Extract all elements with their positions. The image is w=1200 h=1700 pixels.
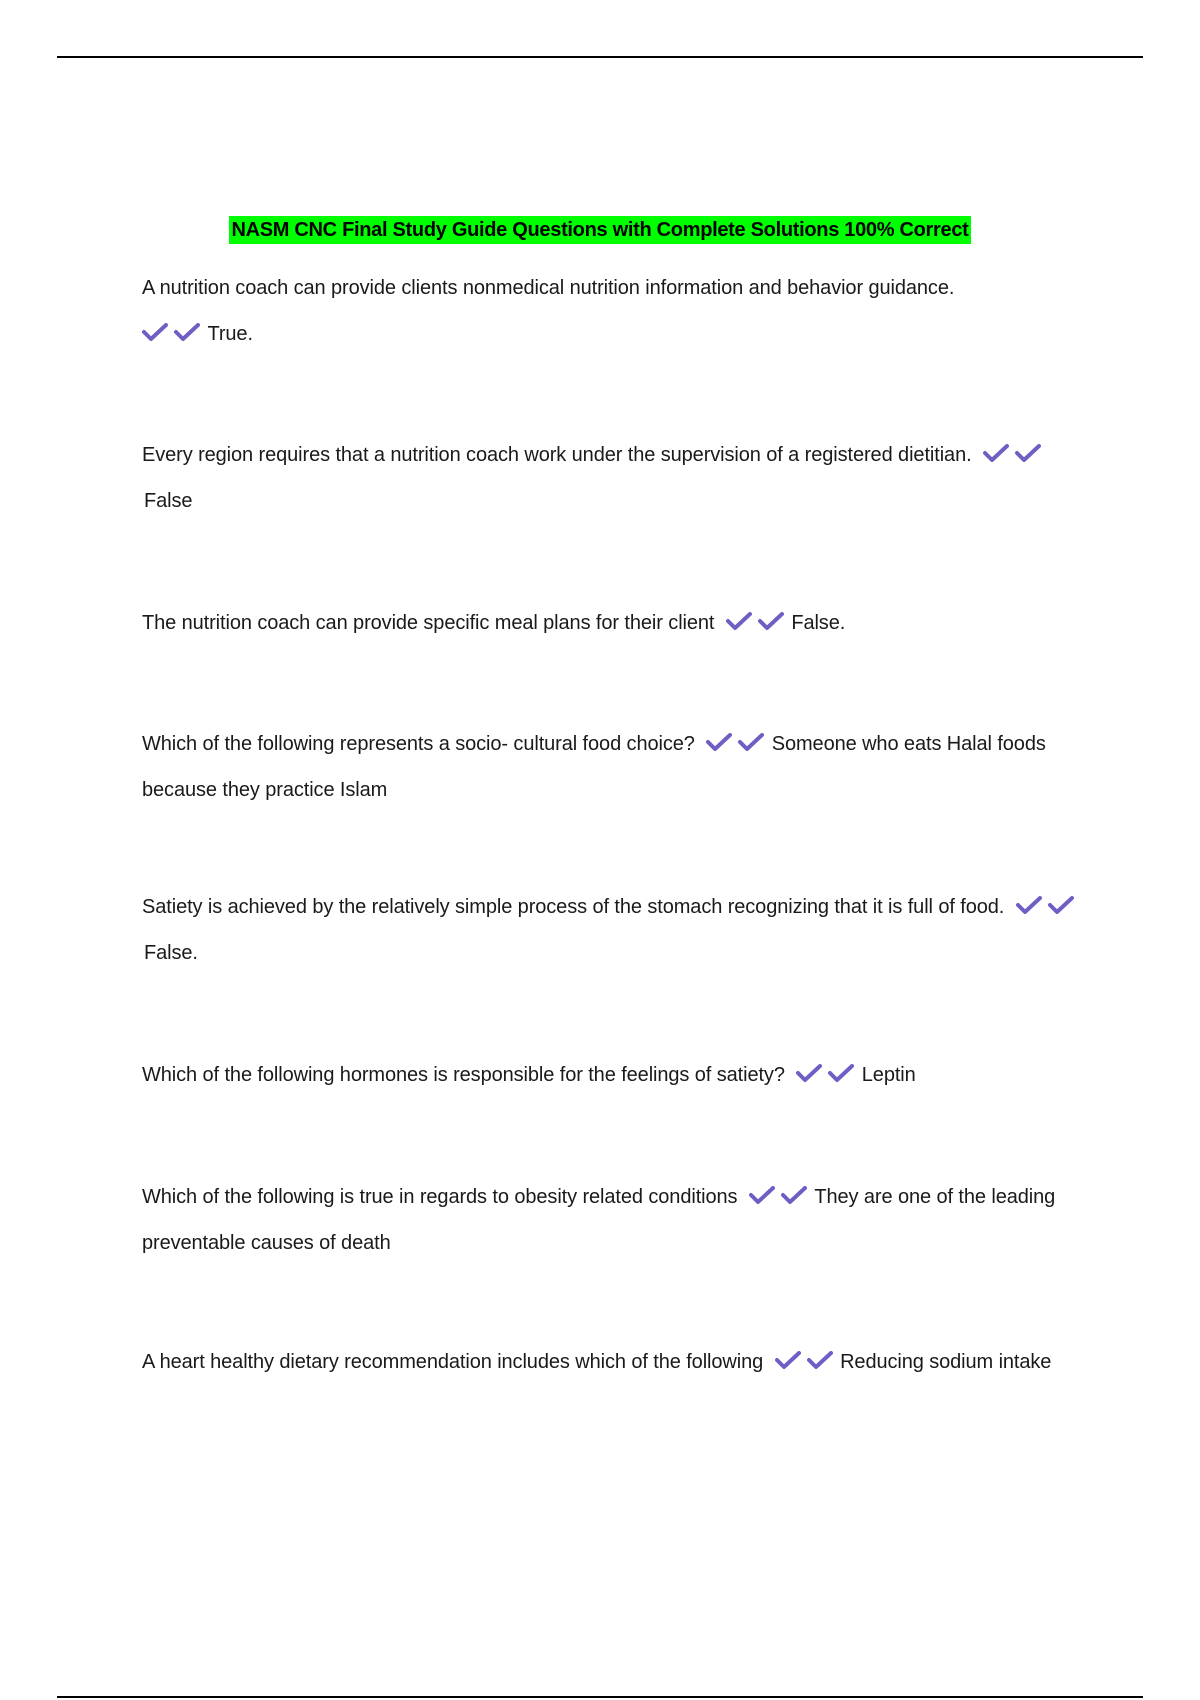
check-icon — [142, 321, 200, 343]
answer-text: False. — [791, 612, 846, 634]
question-text: A nutrition coach can provide clients nonmedical nutrition information and behavior guidance. — [142, 277, 955, 299]
question-text: Every region requires that a nutrition coach work under the supervision of a registered dietitian. — [142, 444, 972, 466]
answer-text: False — [144, 490, 193, 512]
qa-item-7 — [142, 1174, 1082, 1266]
qa-item-5 — [142, 884, 1082, 976]
question-text: A heart healthy dietary recommendation includes which of the following — [142, 1351, 764, 1373]
question-text: Which of the following is true in regards to obesity related conditions — [142, 1186, 738, 1208]
bottom-rule — [57, 1696, 1143, 1698]
check-icon — [775, 1349, 833, 1371]
answer-text: False. — [144, 942, 198, 964]
answer-text: Reducing sodium intake — [840, 1351, 1052, 1373]
top-rule — [57, 56, 1143, 58]
check-icon — [749, 1184, 807, 1206]
question-text: Satiety is achieved by the relatively simple process of the stomach recognizing that it is full of food. — [142, 896, 1005, 918]
qa-item-1 — [142, 265, 1082, 357]
check-icon — [796, 1062, 854, 1084]
check-icon — [726, 610, 784, 632]
check-icon — [1016, 894, 1074, 916]
qa-item-8 — [142, 1339, 1082, 1385]
check-icon — [706, 731, 764, 753]
qa-item-3 — [142, 600, 1082, 646]
question-text: The nutrition coach can provide specific meal plans for their client — [142, 612, 715, 634]
qa-item-4 — [142, 721, 1082, 813]
question-text: Which of the following represents a socio- cultural food choice? — [142, 733, 695, 755]
answer-text: Leptin — [861, 1064, 916, 1086]
check-icon — [983, 442, 1041, 464]
answer-text: They are one of the leading preventable causes of death — [142, 1186, 1056, 1254]
answer-text: True. — [207, 323, 253, 345]
question-text: Which of the following hormones is responsible for the feelings of satiety? — [142, 1064, 785, 1086]
qa-item-2 — [142, 432, 1082, 524]
document-title: NASM CNC Final Study Guide Questions with Complete Solutions 100% Correct — [229, 216, 970, 244]
qa-item-6 — [142, 1052, 1082, 1098]
answer-text: Someone who eats Halal foods because they practice Islam — [142, 733, 1046, 801]
title-wrap — [0, 216, 1200, 244]
